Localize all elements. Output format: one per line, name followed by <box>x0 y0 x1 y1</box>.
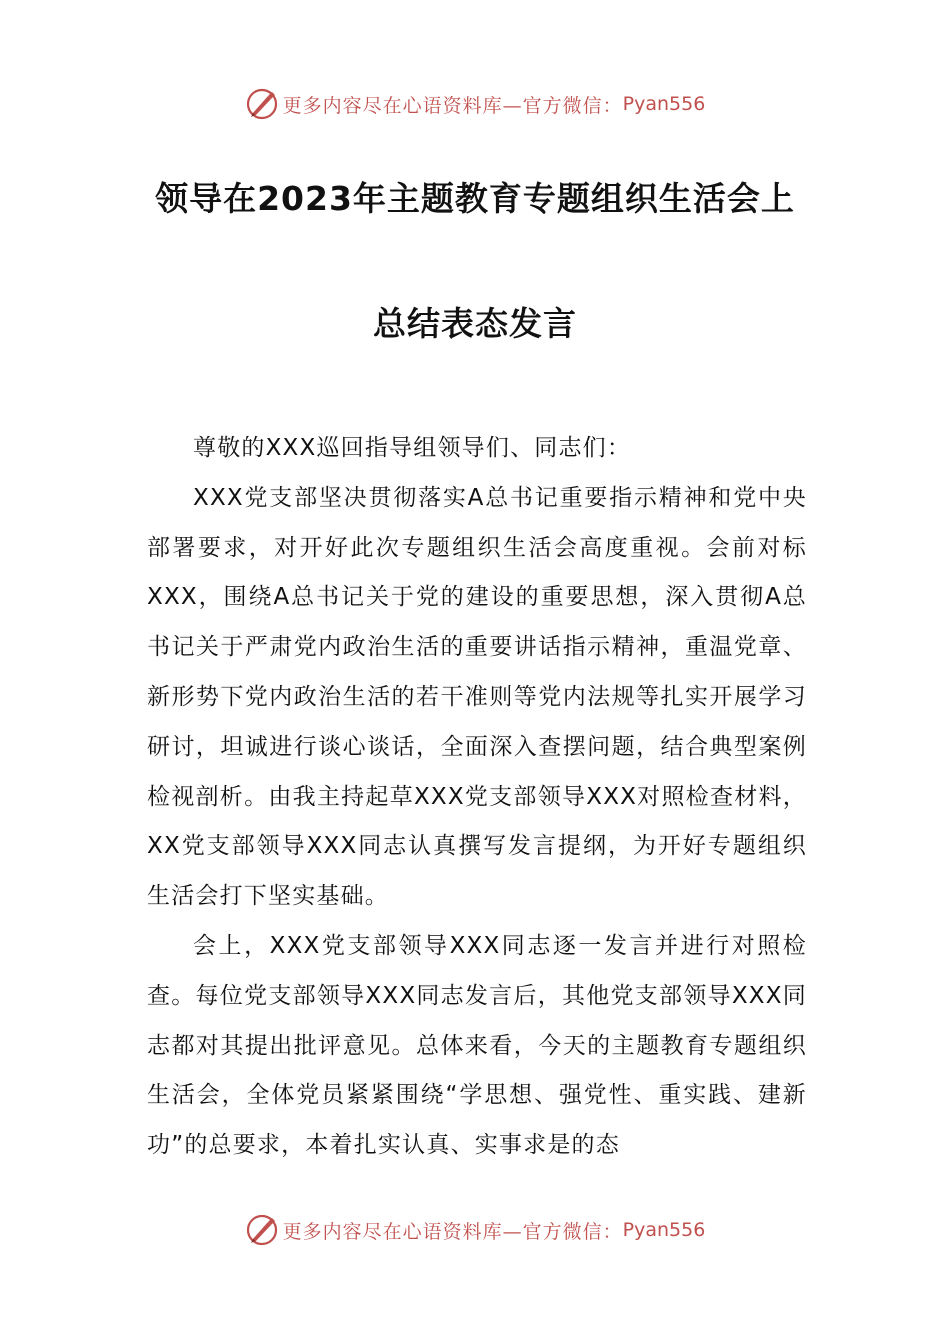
pen-logo-icon <box>245 1213 279 1247</box>
body-paragraph-1: XXX党支部坚决贯彻落实A总书记重要指示精神和党中央部署要求，对开好此次专题组织生活会高度重视。会前对标XXX，围绕A总书记关于党的建设的重要思想，深入贯彻A总书记关于严肃党内政治生活的重要讲话指示精神，重温党章、新形势下党内政治生活的若干准则等党内法规等扎实开展学习研讨，坦诚进行谈心谈话，全面深入查摆问题，结合典型案例检视剖析。由我主持起草XXX党支部领导XXX对照检查材料，XX党支部领导XXX同志认真撰写发言提纲，为开好专题组织生活会打下坚实基础。 <box>147 484 807 910</box>
watermark-text: 更多内容尽在心语资料库—官方微信： <box>282 94 623 117</box>
header-watermark <box>0 84 950 124</box>
footer-watermark <box>0 1210 950 1250</box>
pen-logo-icon <box>245 87 279 121</box>
salutation: 尊敬的XXX巡回指导组领导们、同志们： <box>193 435 632 461</box>
body-paragraph-2: 会上，XXX党支部领导XXX同志逐一发言并进行对照检查。每位党支部领导XXX同志发言后，其他党支部领导XXX同志都对其提出批评意见。总体来看，今天的主题教育专题组织生活会，全体党员紧紧围绕“学思想、强党性、重实践、建新功”的总要求，本着扎实认真、实事求是的态 <box>147 932 807 1159</box>
document-title-line1: 领导在2023年主题教育专题组织生活会上 <box>155 179 795 218</box>
watermark-brand: Pyan556 <box>622 93 706 115</box>
watermark-brand: Pyan556 <box>622 1219 706 1241</box>
watermark-text: 更多内容尽在心语资料库—官方微信： <box>282 1220 623 1243</box>
document-title-line2: 总结表态发言 <box>373 304 577 343</box>
document-body <box>147 424 807 1171</box>
